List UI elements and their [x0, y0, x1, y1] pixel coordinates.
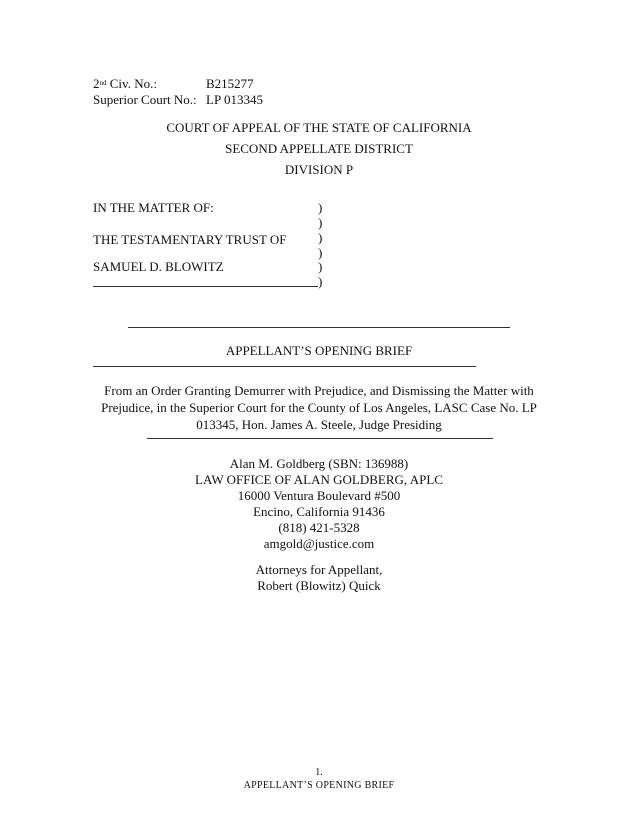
attorney-street: 16000 Ventura Boulevard #500	[237, 488, 401, 503]
caption-rule	[93, 286, 318, 287]
caption-paren: )	[318, 230, 323, 245]
title-bottom-rule	[93, 366, 476, 367]
attorney-role-line1: Attorneys for Appellant,	[255, 562, 383, 577]
caption-paren: )	[318, 274, 323, 289]
attorney-role-line2: Robert (Blowitz) Quick	[257, 578, 381, 593]
brief-description-line1: From an Order Granting Demurrer with Prejudice, and Dismissing the Matter with	[104, 383, 534, 398]
caption-paren: )	[318, 245, 323, 260]
brief-description-line3: 013345, Hon. James A. Steele, Judge Presiding	[196, 417, 442, 432]
court-name: COURT OF APPEAL OF THE STATE OF CALIFORNIA	[166, 120, 472, 135]
caption-paren: )	[318, 259, 323, 274]
attorney-phone: (818) 421-5328	[278, 520, 360, 535]
superior-court-label: Superior Court No.:	[93, 92, 197, 107]
civ-no-value: B215277	[206, 76, 254, 91]
page-number: 1.	[315, 767, 323, 778]
civ-no-label: 2nd Civ. No.:	[93, 76, 157, 91]
attorney-firm: LAW OFFICE OF ALAN GOLDBERG, APLC	[195, 472, 443, 487]
attorney-email: amgold@justice.com	[263, 536, 375, 551]
caption-trust: THE TESTAMENTARY TRUST OF	[93, 232, 287, 247]
court-division: DIVISION P	[284, 162, 354, 177]
footer-title: APPELLANT’S OPENING BRIEF	[243, 780, 395, 791]
attorney-city: Encino, California 91436	[253, 504, 385, 519]
caption-name: SAMUEL D. BLOWITZ	[93, 259, 224, 274]
caption-paren: )	[318, 200, 323, 215]
description-rule	[147, 438, 493, 439]
caption-matter: IN THE MATTER OF:	[93, 200, 214, 215]
brief-description-line2: Prejudice, in the Superior Court for the County of Los Angeles, LASC Case No. LP	[101, 400, 537, 415]
attorney-name: Alan M. Goldberg (SBN: 136988)	[229, 456, 409, 471]
brief-title: APPELLANT’S OPENING BRIEF	[225, 343, 413, 358]
court-district: SECOND APPELLATE DISTRICT	[225, 141, 413, 156]
title-top-rule	[128, 327, 510, 328]
superior-court-value: LP 013345	[206, 92, 263, 107]
caption-paren: )	[318, 215, 323, 230]
